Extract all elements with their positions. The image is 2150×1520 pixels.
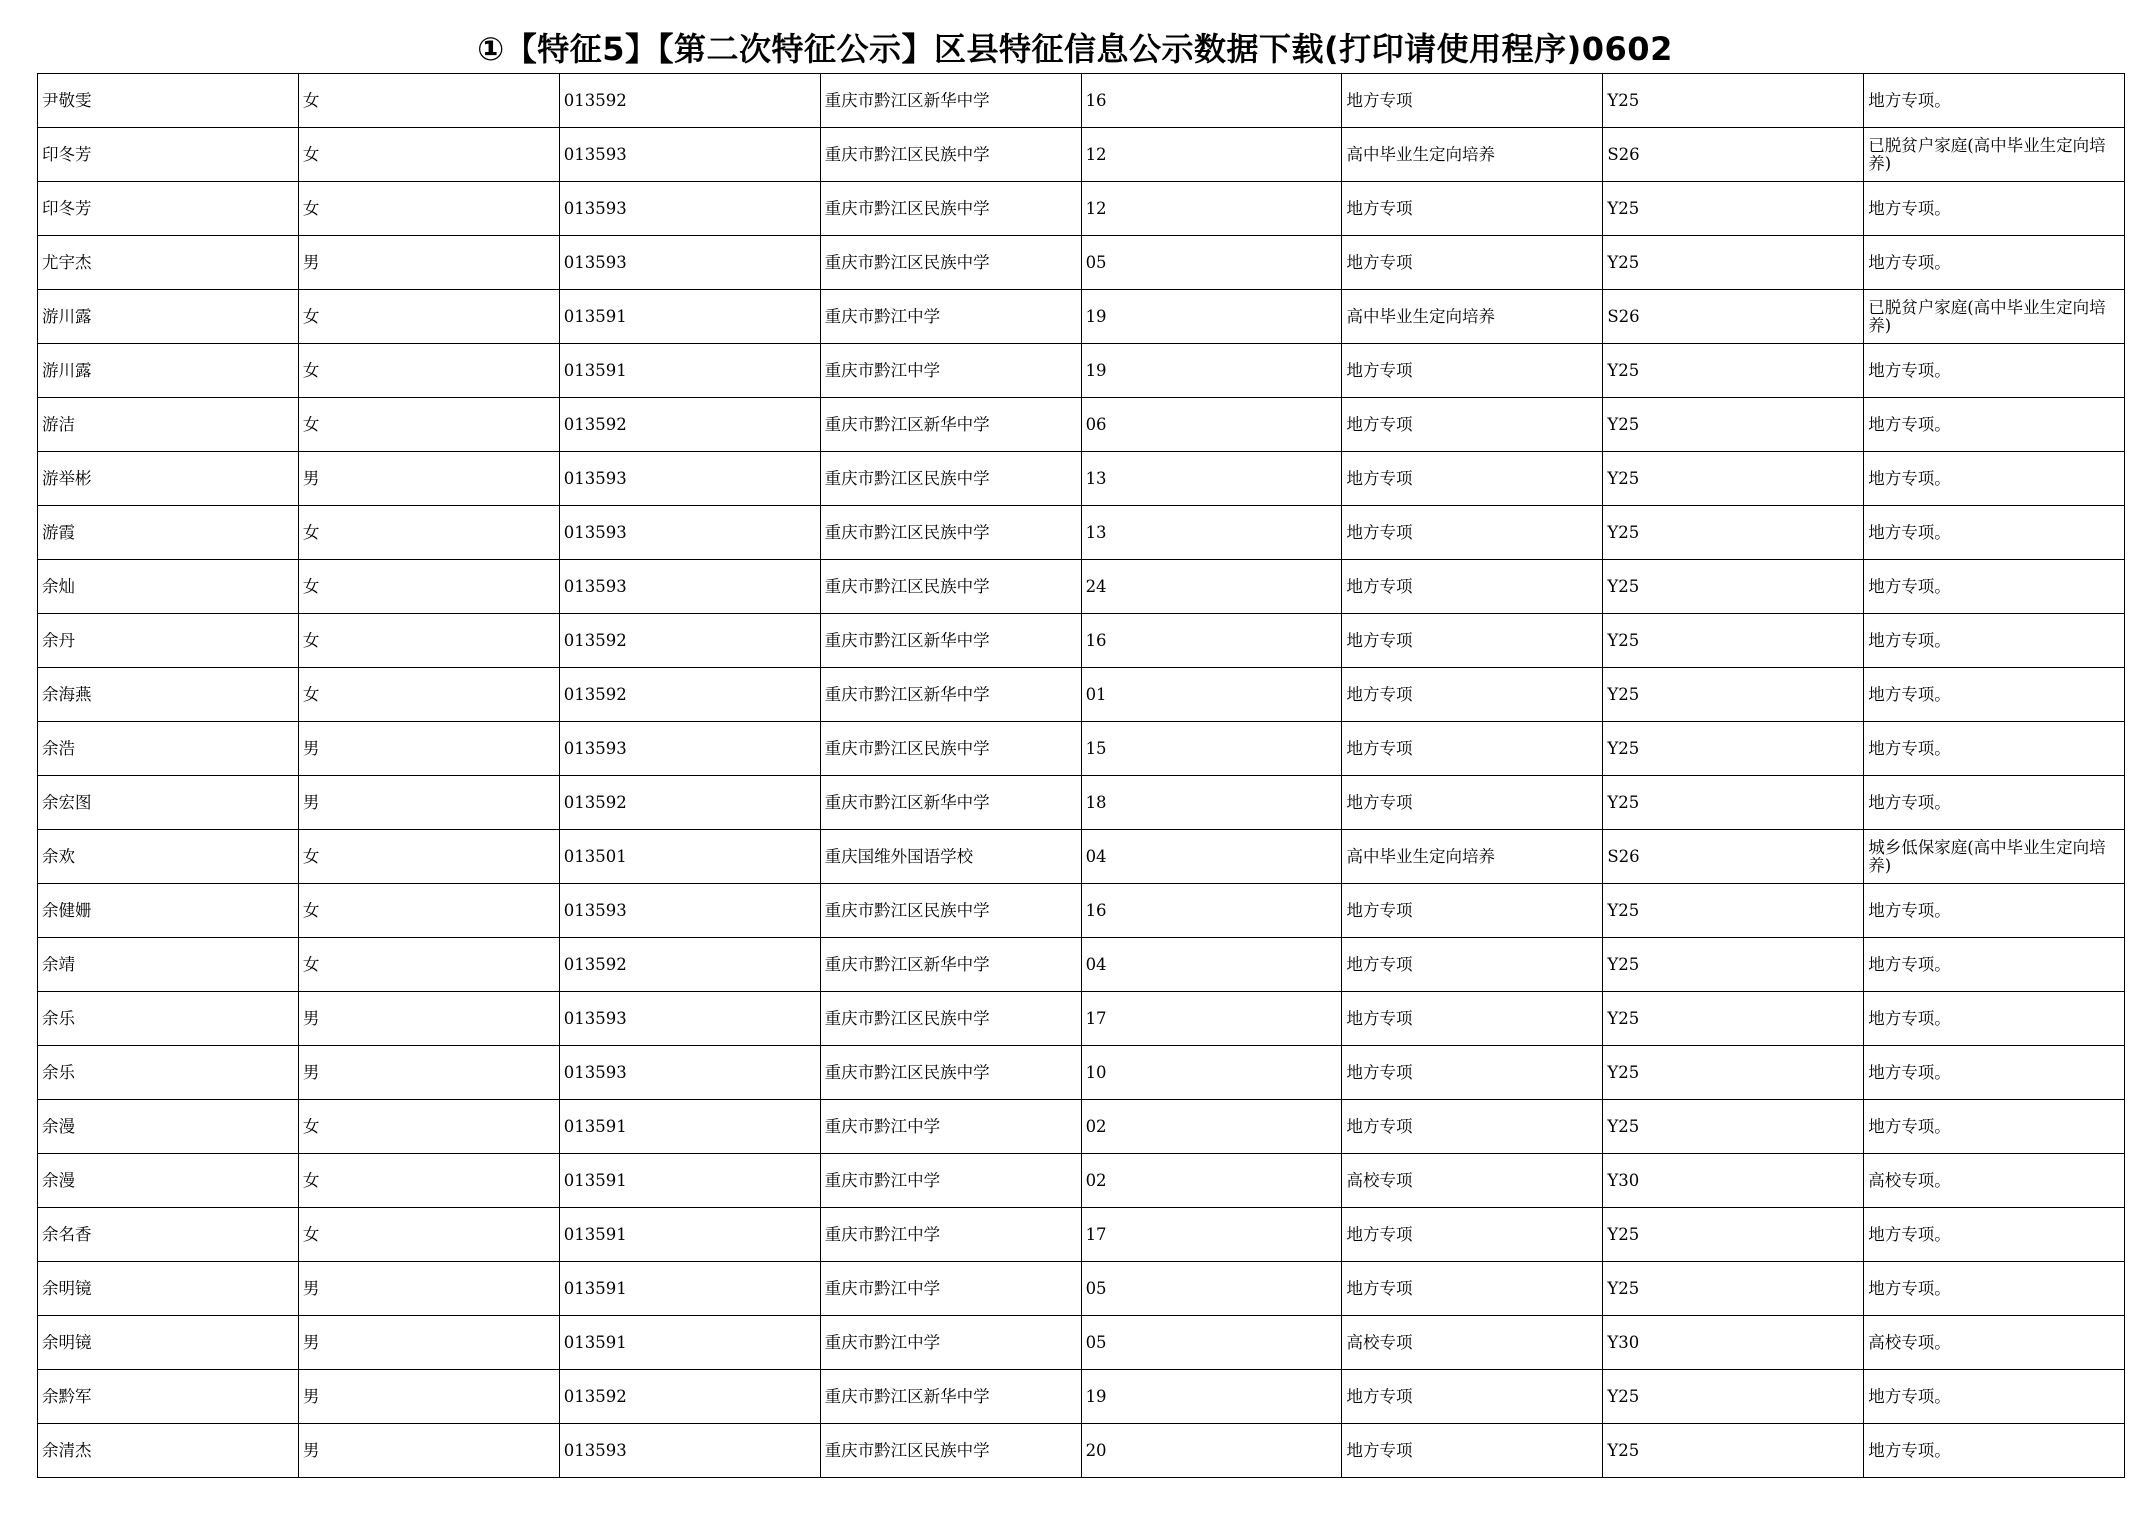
code-cell: Y25 — [1603, 884, 1864, 938]
category-cell: 地方专项 — [1342, 776, 1603, 830]
category-cell: 高校专项 — [1342, 1154, 1603, 1208]
school-name-cell: 重庆市黔江区民族中学 — [820, 236, 1081, 290]
school-name-cell: 重庆市黔江区民族中学 — [820, 506, 1081, 560]
school-code-cell: 013592 — [559, 614, 820, 668]
gender-cell: 女 — [298, 830, 559, 884]
class-cell: 16 — [1081, 614, 1342, 668]
school-code-cell: 013591 — [559, 1154, 820, 1208]
class-cell: 05 — [1081, 236, 1342, 290]
school-name-cell: 重庆市黔江中学 — [820, 1154, 1081, 1208]
school-name-cell: 重庆市黔江区新华中学 — [820, 668, 1081, 722]
remark-cell: 地方专项。 — [1864, 1370, 2125, 1424]
category-cell: 地方专项 — [1342, 344, 1603, 398]
table-row — [38, 1424, 2125, 1478]
name-cell: 余健姗 — [38, 884, 299, 938]
gender-cell: 女 — [298, 74, 559, 128]
category-cell: 地方专项 — [1342, 398, 1603, 452]
name-cell: 余乐 — [38, 992, 299, 1046]
class-cell: 01 — [1081, 668, 1342, 722]
category-cell: 地方专项 — [1342, 668, 1603, 722]
remark-cell: 已脱贫户家庭(高中毕业生定向培养) — [1864, 290, 2125, 344]
gender-cell: 女 — [298, 128, 559, 182]
name-cell: 余靖 — [38, 938, 299, 992]
class-cell: 15 — [1081, 722, 1342, 776]
table-row — [38, 1154, 2125, 1208]
table-row — [38, 290, 2125, 344]
school-code-cell: 013591 — [559, 290, 820, 344]
school-name-cell: 重庆市黔江区民族中学 — [820, 1424, 1081, 1478]
school-code-cell: 013591 — [559, 1262, 820, 1316]
remark-cell: 地方专项。 — [1864, 452, 2125, 506]
gender-cell: 女 — [298, 884, 559, 938]
code-cell: S26 — [1603, 128, 1864, 182]
table-row — [38, 452, 2125, 506]
remark-cell: 地方专项。 — [1864, 344, 2125, 398]
name-cell: 余丹 — [38, 614, 299, 668]
remark-cell: 高校专项。 — [1864, 1316, 2125, 1370]
page-title: ①【特征5】【第二次特征公示】区县特征信息公示数据下载(打印请使用程序)0602 — [477, 30, 1673, 68]
name-cell: 余浩 — [38, 722, 299, 776]
table-row — [38, 560, 2125, 614]
school-code-cell: 013593 — [559, 452, 820, 506]
school-name-cell: 重庆市黔江区新华中学 — [820, 1370, 1081, 1424]
gender-cell: 女 — [298, 1154, 559, 1208]
name-cell: 余黔军 — [38, 1370, 299, 1424]
category-cell: 地方专项 — [1342, 1100, 1603, 1154]
remark-cell: 高校专项。 — [1864, 1154, 2125, 1208]
category-cell: 地方专项 — [1342, 452, 1603, 506]
name-cell: 余清杰 — [38, 1424, 299, 1478]
category-cell: 地方专项 — [1342, 938, 1603, 992]
school-code-cell: 013592 — [559, 74, 820, 128]
category-cell: 地方专项 — [1342, 722, 1603, 776]
category-cell: 地方专项 — [1342, 236, 1603, 290]
class-cell: 16 — [1081, 74, 1342, 128]
gender-cell: 女 — [298, 560, 559, 614]
category-cell: 地方专项 — [1342, 1424, 1603, 1478]
name-cell: 游川露 — [38, 344, 299, 398]
school-code-cell: 013593 — [559, 884, 820, 938]
school-name-cell: 重庆市黔江区民族中学 — [820, 1046, 1081, 1100]
table-row — [38, 668, 2125, 722]
school-name-cell: 重庆市黔江中学 — [820, 1208, 1081, 1262]
gender-cell: 男 — [298, 1370, 559, 1424]
code-cell: Y30 — [1603, 1316, 1864, 1370]
school-code-cell: 013591 — [559, 1316, 820, 1370]
name-cell: 余明镜 — [38, 1262, 299, 1316]
school-code-cell: 013593 — [559, 236, 820, 290]
class-cell: 05 — [1081, 1316, 1342, 1370]
code-cell: Y25 — [1603, 236, 1864, 290]
class-cell: 02 — [1081, 1154, 1342, 1208]
code-cell: Y30 — [1603, 1154, 1864, 1208]
school-name-cell: 重庆市黔江区新华中学 — [820, 614, 1081, 668]
class-cell: 24 — [1081, 560, 1342, 614]
remark-cell: 地方专项。 — [1864, 506, 2125, 560]
table-row — [38, 1370, 2125, 1424]
code-cell: Y25 — [1603, 992, 1864, 1046]
school-code-cell: 013591 — [559, 1100, 820, 1154]
class-cell: 18 — [1081, 776, 1342, 830]
code-cell: Y25 — [1603, 614, 1864, 668]
category-cell: 地方专项 — [1342, 1208, 1603, 1262]
code-cell: Y25 — [1603, 452, 1864, 506]
remark-cell: 地方专项。 — [1864, 668, 2125, 722]
table-row — [38, 344, 2125, 398]
school-name-cell: 重庆市黔江区民族中学 — [820, 992, 1081, 1046]
table-row — [38, 1208, 2125, 1262]
gender-cell: 女 — [298, 668, 559, 722]
table-row — [38, 398, 2125, 452]
name-cell: 余欢 — [38, 830, 299, 884]
school-code-cell: 013592 — [559, 938, 820, 992]
gender-cell: 女 — [298, 1100, 559, 1154]
name-cell: 游举彬 — [38, 452, 299, 506]
gender-cell: 男 — [298, 992, 559, 1046]
remark-cell: 地方专项。 — [1864, 236, 2125, 290]
school-name-cell: 重庆市黔江区民族中学 — [820, 560, 1081, 614]
gender-cell: 女 — [298, 938, 559, 992]
code-cell: Y25 — [1603, 722, 1864, 776]
code-cell: S26 — [1603, 830, 1864, 884]
name-cell: 余漫 — [38, 1154, 299, 1208]
name-cell: 余明镜 — [38, 1316, 299, 1370]
code-cell: Y25 — [1603, 398, 1864, 452]
school-name-cell: 重庆市黔江区新华中学 — [820, 776, 1081, 830]
remark-cell: 地方专项。 — [1864, 614, 2125, 668]
table-row — [38, 1316, 2125, 1370]
school-code-cell: 013501 — [559, 830, 820, 884]
school-name-cell: 重庆市黔江区民族中学 — [820, 182, 1081, 236]
gender-cell: 女 — [298, 344, 559, 398]
name-cell: 余宏图 — [38, 776, 299, 830]
name-cell: 尹敬雯 — [38, 74, 299, 128]
class-cell: 13 — [1081, 452, 1342, 506]
remark-cell: 地方专项。 — [1864, 74, 2125, 128]
name-cell: 游霞 — [38, 506, 299, 560]
class-cell: 17 — [1081, 1208, 1342, 1262]
remark-cell: 地方专项。 — [1864, 992, 2125, 1046]
gender-cell: 男 — [298, 722, 559, 776]
gender-cell: 男 — [298, 1262, 559, 1316]
code-cell: Y25 — [1603, 1046, 1864, 1100]
code-cell: Y25 — [1603, 182, 1864, 236]
name-cell: 余名香 — [38, 1208, 299, 1262]
gender-cell: 女 — [298, 290, 559, 344]
code-cell: Y25 — [1603, 1208, 1864, 1262]
school-name-cell: 重庆市黔江区新华中学 — [820, 74, 1081, 128]
remark-cell: 地方专项。 — [1864, 1424, 2125, 1478]
school-name-cell: 重庆市黔江区民族中学 — [820, 452, 1081, 506]
remark-cell: 地方专项。 — [1864, 1208, 2125, 1262]
category-cell: 地方专项 — [1342, 506, 1603, 560]
gender-cell: 女 — [298, 182, 559, 236]
gender-cell: 男 — [298, 776, 559, 830]
class-cell: 04 — [1081, 830, 1342, 884]
category-cell: 地方专项 — [1342, 1370, 1603, 1424]
code-cell: Y25 — [1603, 560, 1864, 614]
remark-cell: 地方专项。 — [1864, 1262, 2125, 1316]
school-name-cell: 重庆市黔江区新华中学 — [820, 398, 1081, 452]
school-name-cell: 重庆市黔江中学 — [820, 1262, 1081, 1316]
school-name-cell: 重庆市黔江区民族中学 — [820, 128, 1081, 182]
remark-cell: 地方专项。 — [1864, 884, 2125, 938]
class-cell: 02 — [1081, 1100, 1342, 1154]
category-cell: 地方专项 — [1342, 182, 1603, 236]
school-code-cell: 013591 — [559, 344, 820, 398]
name-cell: 游洁 — [38, 398, 299, 452]
class-cell: 19 — [1081, 1370, 1342, 1424]
school-code-cell: 013593 — [559, 506, 820, 560]
school-code-cell: 013593 — [559, 992, 820, 1046]
category-cell: 地方专项 — [1342, 1262, 1603, 1316]
school-code-cell: 013591 — [559, 1208, 820, 1262]
school-code-cell: 013593 — [559, 1046, 820, 1100]
table-row — [38, 830, 2125, 884]
table-row — [38, 1262, 2125, 1316]
name-cell: 游川露 — [38, 290, 299, 344]
class-cell: 05 — [1081, 1262, 1342, 1316]
school-code-cell: 013593 — [559, 182, 820, 236]
category-cell: 高中毕业生定向培养 — [1342, 290, 1603, 344]
table-row — [38, 938, 2125, 992]
gender-cell: 男 — [298, 1424, 559, 1478]
table-row — [38, 884, 2125, 938]
code-cell: Y25 — [1603, 1424, 1864, 1478]
table-row — [38, 128, 2125, 182]
school-code-cell: 013592 — [559, 668, 820, 722]
class-cell: 12 — [1081, 128, 1342, 182]
gender-cell: 男 — [298, 1046, 559, 1100]
remark-cell: 城乡低保家庭(高中毕业生定向培养) — [1864, 830, 2125, 884]
gender-cell: 男 — [298, 1316, 559, 1370]
category-cell: 地方专项 — [1342, 614, 1603, 668]
school-code-cell: 013593 — [559, 560, 820, 614]
remark-cell: 地方专项。 — [1864, 1046, 2125, 1100]
school-name-cell: 重庆市黔江中学 — [820, 1100, 1081, 1154]
table-row — [38, 182, 2125, 236]
class-cell: 12 — [1081, 182, 1342, 236]
category-cell: 高中毕业生定向培养 — [1342, 128, 1603, 182]
gender-cell: 男 — [298, 452, 559, 506]
table-row — [38, 1100, 2125, 1154]
school-name-cell: 重庆国维外国语学校 — [820, 830, 1081, 884]
code-cell: Y25 — [1603, 1100, 1864, 1154]
school-code-cell: 013592 — [559, 776, 820, 830]
category-cell: 高校专项 — [1342, 1316, 1603, 1370]
remark-cell: 地方专项。 — [1864, 560, 2125, 614]
remark-cell: 地方专项。 — [1864, 398, 2125, 452]
category-cell: 地方专项 — [1342, 1046, 1603, 1100]
class-cell: 19 — [1081, 344, 1342, 398]
class-cell: 20 — [1081, 1424, 1342, 1478]
school-name-cell: 重庆市黔江中学 — [820, 344, 1081, 398]
gender-cell: 女 — [298, 398, 559, 452]
category-cell: 高中毕业生定向培养 — [1342, 830, 1603, 884]
school-name-cell: 重庆市黔江中学 — [820, 290, 1081, 344]
class-cell: 10 — [1081, 1046, 1342, 1100]
school-code-cell: 013593 — [559, 1424, 820, 1478]
category-cell: 地方专项 — [1342, 560, 1603, 614]
table-row — [38, 506, 2125, 560]
name-cell: 尤宇杰 — [38, 236, 299, 290]
remark-cell: 已脱贫户家庭(高中毕业生定向培养) — [1864, 128, 2125, 182]
table-body — [38, 74, 2125, 1478]
class-cell: 17 — [1081, 992, 1342, 1046]
table-row — [38, 722, 2125, 776]
gender-cell: 女 — [298, 1208, 559, 1262]
gender-cell: 女 — [298, 506, 559, 560]
school-name-cell: 重庆市黔江区民族中学 — [820, 722, 1081, 776]
class-cell: 19 — [1081, 290, 1342, 344]
school-code-cell: 013593 — [559, 128, 820, 182]
school-name-cell: 重庆市黔江区新华中学 — [820, 938, 1081, 992]
category-cell: 地方专项 — [1342, 74, 1603, 128]
remark-cell: 地方专项。 — [1864, 182, 2125, 236]
name-cell: 印冬芳 — [38, 182, 299, 236]
data-table — [37, 73, 2125, 1478]
remark-cell: 地方专项。 — [1864, 1100, 2125, 1154]
school-code-cell: 013592 — [559, 1370, 820, 1424]
school-code-cell: 013593 — [559, 722, 820, 776]
code-cell: Y25 — [1603, 668, 1864, 722]
code-cell: Y25 — [1603, 776, 1864, 830]
class-cell: 13 — [1081, 506, 1342, 560]
remark-cell: 地方专项。 — [1864, 722, 2125, 776]
category-cell: 地方专项 — [1342, 992, 1603, 1046]
table-row — [38, 1046, 2125, 1100]
class-cell: 16 — [1081, 884, 1342, 938]
name-cell: 印冬芳 — [38, 128, 299, 182]
code-cell: Y25 — [1603, 938, 1864, 992]
name-cell: 余漫 — [38, 1100, 299, 1154]
table-row — [38, 74, 2125, 128]
table-row — [38, 776, 2125, 830]
school-name-cell: 重庆市黔江区民族中学 — [820, 884, 1081, 938]
table-row — [38, 236, 2125, 290]
class-cell: 04 — [1081, 938, 1342, 992]
remark-cell: 地方专项。 — [1864, 938, 2125, 992]
code-cell: Y25 — [1603, 506, 1864, 560]
table-row — [38, 992, 2125, 1046]
code-cell: Y25 — [1603, 1262, 1864, 1316]
table-row — [38, 614, 2125, 668]
code-cell: Y25 — [1603, 344, 1864, 398]
school-name-cell: 重庆市黔江中学 — [820, 1316, 1081, 1370]
gender-cell: 女 — [298, 614, 559, 668]
name-cell: 余乐 — [38, 1046, 299, 1100]
name-cell: 余海燕 — [38, 668, 299, 722]
code-cell: Y25 — [1603, 1370, 1864, 1424]
school-code-cell: 013592 — [559, 398, 820, 452]
category-cell: 地方专项 — [1342, 884, 1603, 938]
remark-cell: 地方专项。 — [1864, 776, 2125, 830]
code-cell: S26 — [1603, 290, 1864, 344]
class-cell: 06 — [1081, 398, 1342, 452]
code-cell: Y25 — [1603, 74, 1864, 128]
name-cell: 余灿 — [38, 560, 299, 614]
gender-cell: 男 — [298, 236, 559, 290]
